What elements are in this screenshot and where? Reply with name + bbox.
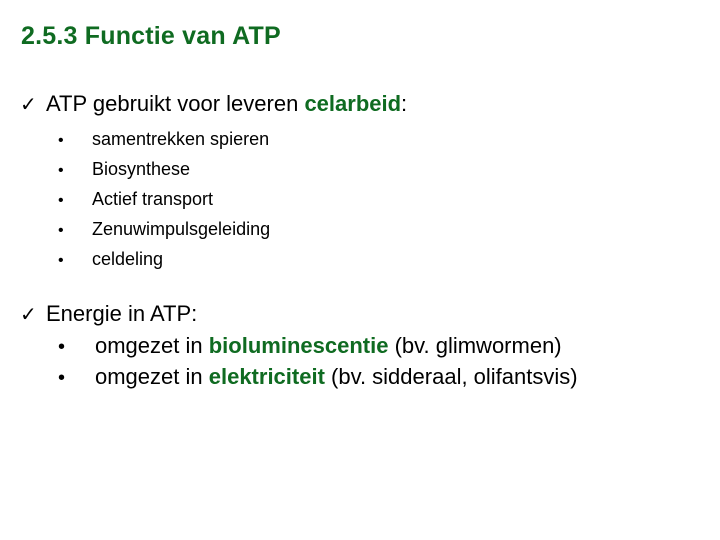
list-item — [20, 185, 407, 215]
list-item-text: celdeling — [92, 249, 164, 269]
bullet-icon: • — [58, 367, 66, 389]
bullet-icon: • — [58, 222, 64, 239]
energy-list — [20, 331, 578, 393]
list-item-text: Actief transport — [92, 189, 214, 209]
item-highlight: bioluminescentie — [208, 333, 389, 358]
bullet-icon: • — [58, 192, 64, 209]
list-item — [20, 362, 578, 393]
bullet-icon: • — [58, 132, 64, 149]
item-prefix: omgezet in — [95, 333, 209, 358]
list-item-text: Biosynthese — [92, 159, 191, 179]
check-icon: ✓ — [20, 94, 37, 116]
heading-text — [46, 90, 407, 118]
work-list — [20, 125, 407, 275]
bullet-icon: • — [58, 336, 66, 358]
list-item — [20, 125, 407, 155]
check-icon: ✓ — [20, 304, 37, 326]
list-item — [20, 155, 407, 185]
list-item — [20, 215, 407, 245]
section-atp-usage — [20, 90, 407, 275]
item-suffix: (bv. sidderaal, olifantsvis) — [324, 364, 578, 389]
item-prefix: omgezet in — [95, 364, 209, 389]
list-item-text: samentrekken spieren — [92, 129, 270, 149]
heading-prefix: ATP gebruikt voor leveren — [46, 91, 305, 116]
bullet-icon: • — [58, 162, 64, 179]
section-heading — [20, 300, 578, 329]
item-suffix: (bv. glimwormen) — [388, 333, 562, 358]
section-energy — [20, 300, 578, 393]
list-item-text — [95, 362, 578, 392]
bullet-icon: • — [58, 252, 64, 269]
heading-suffix: : — [401, 91, 408, 116]
list-item — [20, 245, 407, 275]
heading-text: Energie in ATP: — [46, 301, 198, 326]
list-item-text: Zenuwimpulsgeleiding — [92, 219, 271, 239]
list-item-text — [95, 331, 562, 361]
list-item — [20, 331, 578, 362]
section-heading — [20, 90, 407, 119]
heading-highlight: celarbeid — [304, 91, 402, 116]
slide-title: 2.5.3 Functie van ATP — [21, 22, 281, 50]
item-highlight: elektriciteit — [208, 364, 325, 389]
